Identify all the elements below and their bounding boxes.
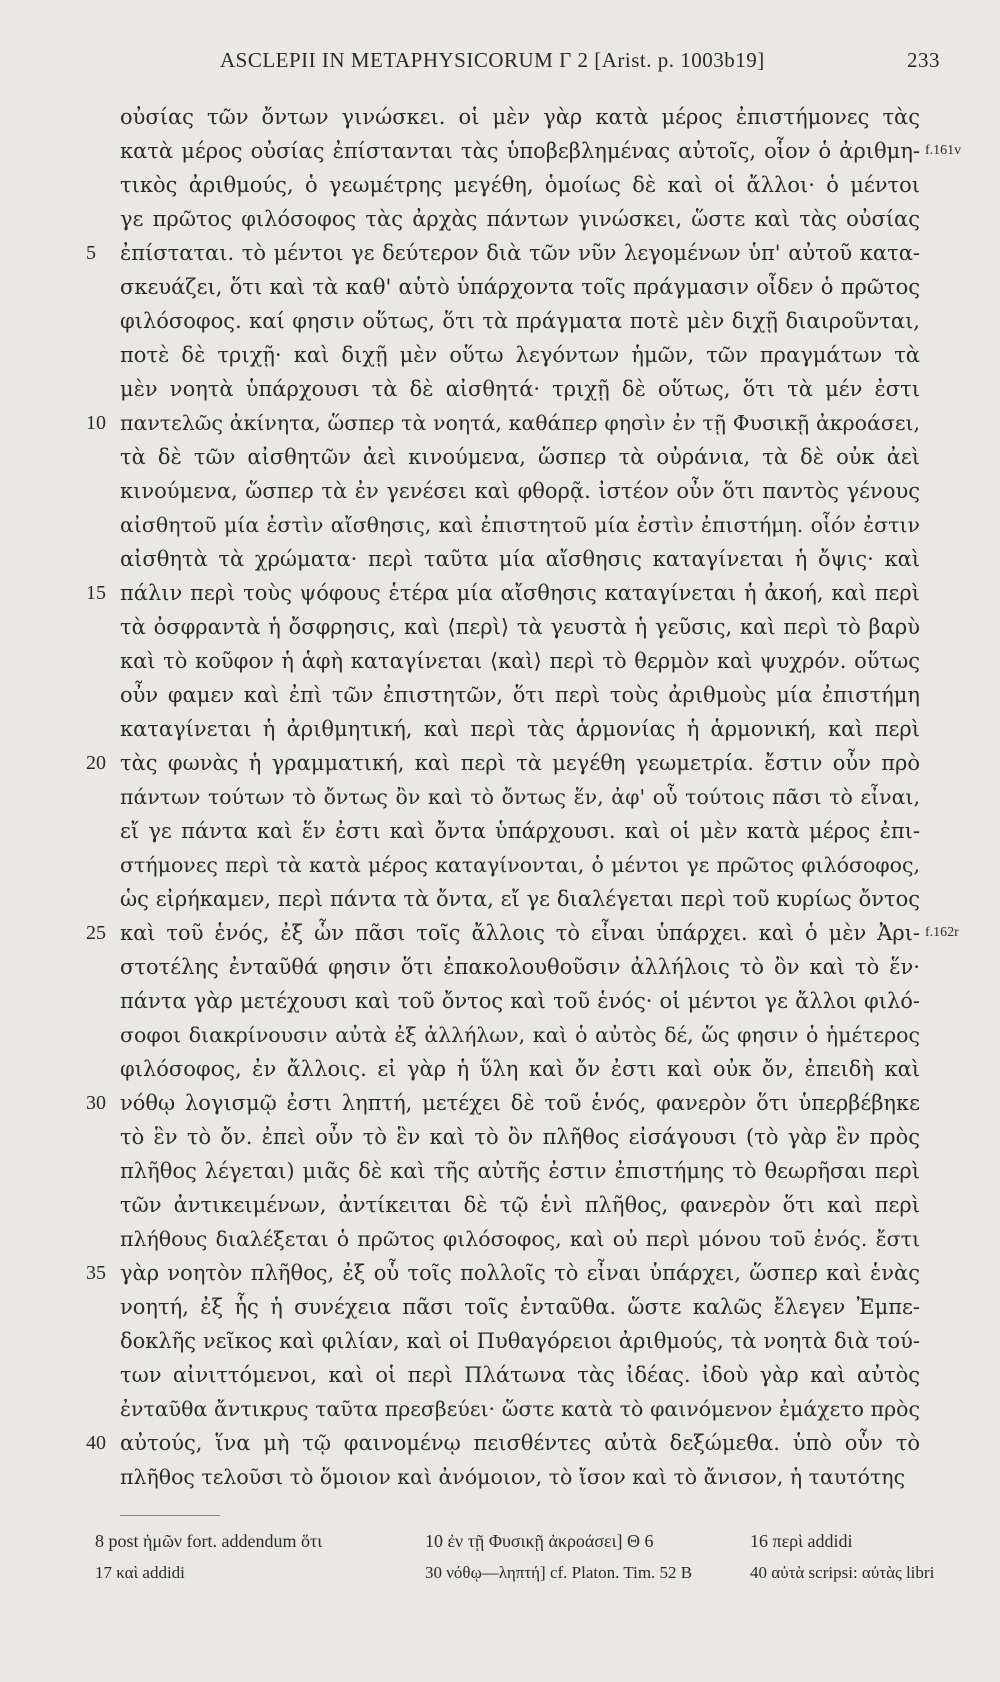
page-number: 233	[907, 48, 940, 72]
text-line: στοτέλης ἐνταῦθά φησιν ὅτι ἐπακολουθοῦσιν ἀλλήλοις τὸ ὂν καὶ τὸ ἕν·	[120, 955, 920, 979]
text-line: πλῆθος λέγεται) μιᾶς δὲ καὶ τῆς αὐτῆς ἐστιν ἐπιστήμης τὸ θεωρῆσαι περὶ	[120, 1159, 920, 1183]
footnote-rule	[120, 1515, 220, 1516]
text-line: σκευάζει, ὅτι καὶ τὰ καθ' αὑτὸ ὑπάρχοντα τοῖς πράγμασιν οἶδεν ὁ πρῶτος	[120, 275, 920, 299]
text-line: αἰσθητὰ τὰ χρώματα· περὶ ταῦτα μία αἴσθησις καταγίνεται ἡ ὄψις· καὶ	[120, 547, 920, 571]
text-line: καὶ τὸ κοῦφον ἡ ἁφὴ καταγίνεται ⟨καὶ⟩ περὶ τὸ θερμὸν καὶ ψυχρόν. οὕτως	[120, 649, 920, 673]
apparatus-entry: 16 περὶ addidi	[750, 1531, 853, 1551]
line-number: 25	[86, 922, 106, 944]
text-line: αὐτούς, ἵνα μὴ τῷ φαινομένῳ πεισθέντες αὐτὰ δεξώμεθα. ὑπὸ οὖν τὸ	[120, 1431, 920, 1455]
text-line: πλῆθος τελοῦσι τὸ ὅμοιον καὶ ἀνόμοιον, τὸ ἴσον καὶ τὸ ἄνισον, ἡ ταυτότης	[120, 1465, 906, 1489]
text-line: μὲν νοητὰ ὑπάρχουσι τὰ δὲ αἰσθητά· τριχῇ δὲ οὕτως, ὅτι τὰ μέν ἐστι	[120, 377, 920, 401]
text-line: τῶν ἀντικειμένων, ἀντίκειται δὲ τῷ ἑνὶ πλῆθος, φανερὸν ὅτι καὶ περὶ	[120, 1193, 920, 1217]
text-line: νοητή, ἐξ ἧς ἡ συνέχεια πᾶσι τοῖς ἐνταῦθα. ὥστε καλῶς ἔλεγεν Ἐμπε-	[120, 1295, 920, 1319]
text-line: πάντα γὰρ μετέχουσι καὶ τοῦ ὄντος καὶ τοῦ ἑνός· οἱ μέντοι γε ἄλλοι φιλό-	[120, 989, 920, 1013]
apparatus-entry: 10 ἐν τῇ Φυσικῇ ἀκροάσει] Θ 6	[425, 1531, 654, 1551]
apparatus-entry: 8 post ἡμῶν fort. addendum ὅτι	[95, 1531, 323, 1551]
text-line: τὰ δὲ τῶν αἰσθητῶν ἀεὶ κινούμενα, ὥσπερ τὰ οὐράνια, τὰ δὲ οὐκ ἀεὶ	[120, 445, 920, 469]
text-line: πλήθους διαλέξεται ὁ πρῶτος φιλόσοφος, καὶ οὐ περὶ μόνου τοῦ ἑνός. ἔστι	[120, 1227, 920, 1251]
text-line: ἐνταῦθα ἄντικρυς ταῦτα πρεσβεύει· ὥστε κατὰ τὸ φαινόμενον ἐμάχετο πρὸς	[120, 1397, 920, 1421]
text-line: παντελῶς ἀκίνητα, ὥσπερ τὰ νοητά, καθάπερ φησὶν ἐν τῇ Φυσικῇ ἀκροάσει,	[120, 411, 920, 435]
text-line: φιλόσοφος. καί φησιν οὕτως, ὅτι τὰ πράγματα ποτὲ μὲν διχῇ διαιροῦνται,	[120, 309, 920, 333]
line-number: 5	[86, 242, 96, 264]
text-line: τὰς φωνὰς ἡ γραμματική, καὶ περὶ τὰ μεγέθη γεωμετρία. ἔστιν οὖν πρὸ	[120, 751, 920, 775]
folio-marker: f.162r	[925, 925, 959, 940]
text-line: νόθῳ λογισμῷ ἐστι ληπτή, μετέχει δὲ τοῦ ἑνός, φανερὸν ὅτι ὑπερβέβηκε	[120, 1091, 920, 1115]
text-line: γὰρ νοητὸν πλῆθος, ἐξ οὗ τοῖς πολλοῖς τὸ εἶναι ὑπάρχει, ὥσπερ καὶ ἑνὰς	[120, 1261, 920, 1285]
text-line: δοκλῆς νεῖκος καὶ φιλίαν, καὶ οἱ Πυθαγόρειοι ἀριθμούς, τὰ νοητὰ διὰ τού-	[120, 1329, 920, 1353]
text-line: τὰ ὀσφραντὰ ἡ ὄσφρησις, καὶ ⟨περὶ⟩ τὰ γευστὰ ἡ γεῦσις, καὶ περὶ τὸ βαρὺ	[120, 615, 920, 639]
text-line: σοφοι διακρίνουσιν αὐτὰ ἐξ ἀλλήλων, καὶ ὁ αὐτὸς δέ, ὥς φησιν ὁ ἡμέτερος	[120, 1023, 920, 1047]
text-line: κατὰ μέρος οὐσίας ἐπίστανται τὰς ὑποβεβλημένας αὐτοῖς, οἷον ὁ ἀριθμη-	[120, 139, 920, 163]
line-number: 10	[86, 412, 106, 434]
line-number: 30	[86, 1092, 106, 1114]
page-header	[220, 48, 940, 82]
text-line: φιλόσοφος, ἐν ἄλλοις. εἰ γὰρ ἡ ὕλη καὶ ὄν ἐστι καὶ οὐκ ὄν, ἐπειδὴ καὶ	[120, 1057, 920, 1081]
text-line: κινούμενα, ὥσπερ τὰ ἐν γενέσει καὶ φθορᾷ. ἰστέον οὖν ὅτι παντὸς γένους	[120, 479, 920, 503]
text-line: καὶ τοῦ ἑνός, ἐξ ὧν πᾶσι τοῖς ἄλλοις τὸ εἶναι ὑπάρχει. καὶ ὁ μὲν Ἀρι-	[120, 921, 920, 945]
text-line: των αἰνιττόμενοι, καὶ οἱ περὶ Πλάτωνα τὰς ἰδέας. ἰδοὺ γὰρ καὶ αὐτὸς	[120, 1363, 920, 1387]
apparatus-entry: 30 νόθῳ—ληπτή] cf. Platon. Tim. 52 B	[425, 1563, 693, 1582]
text-line: γε πρῶτος φιλόσοφος τὰς ἀρχὰς πάντων γινώσκει, ὥστε καὶ τὰς οὐσίας	[120, 207, 920, 231]
line-number: 35	[86, 1262, 106, 1284]
text-line: πάντων τούτων τὸ ὄντως ὂν καὶ τὸ ὄντως ἕν, ἀφ' οὗ τούτοις πᾶσι τὸ εἶναι,	[120, 785, 920, 809]
line-number: 15	[86, 582, 106, 604]
text-line: αἰσθητοῦ μία ἐστὶν αἴσθησις, καὶ ἐπιστητοῦ μία ἐστὶν ἐπιστήμη. οἷόν ἐστιν	[120, 513, 920, 537]
apparatus-entry: 17 καὶ addidi	[95, 1563, 185, 1582]
text-line: οὐσίας τῶν ὄντων γινώσκει. οἱ μὲν γὰρ κατὰ μέρος ἐπιστήμονες τὰς	[120, 105, 920, 129]
text-line: πάλιν περὶ τοὺς ψόφους ἑτέρα μία αἴσθησις καταγίνεται ἡ ἀκοή, καὶ περὶ	[120, 581, 920, 605]
text-line: καταγίνεται ἡ ἀριθμητική, καὶ περὶ τὰς ἁρμονίας ἡ ἁρμονική, καὶ περὶ	[120, 717, 920, 741]
apparatus-line	[95, 1557, 935, 1589]
apparatus-entry: 40 αὐτὰ scripsi: αὐτὰς libri	[750, 1563, 935, 1582]
text-line: οὖν φαμεν καὶ ἐπὶ τῶν ἐπιστητῶν, ὅτι περὶ τοὺς ἀριθμοὺς μία ἐπιστήμη	[120, 683, 920, 707]
line-number: 20	[86, 752, 106, 774]
apparatus-line	[95, 1525, 935, 1557]
line-number: 40	[86, 1432, 106, 1454]
running-title: ASCLEPII IN METAPHYSICORUM Γ 2 [Arist. p. 1003b19]	[220, 48, 765, 72]
text-line: ἐπίσταται. τὸ μέντοι γε δεύτερον διὰ τῶν νῦν λεγομένων ὑπ' αὐτοῦ κατα-	[120, 241, 920, 265]
text-line: εἴ γε πάντα καὶ ἕν ἐστι καὶ ὄντα ὑπάρχουσι. καὶ οἱ μὲν κατὰ μέρος ἐπι-	[120, 819, 920, 843]
folio-marker: f.161v	[925, 143, 962, 158]
text-line: τικὸς ἀριθμούς, ὁ γεωμέτρης μεγέθη, ὁμοίως δὲ καὶ οἱ ἄλλοι· ὁ μέντοι	[120, 173, 920, 197]
text-line: τὸ ἓν τὸ ὄν. ἐπεὶ οὖν τὸ ἓν καὶ τὸ ὂν πλῆθος εἰσάγουσι (τὸ γὰρ ἓν πρὸς	[120, 1125, 920, 1149]
text-line: ποτὲ δὲ τριχῇ· καὶ διχῇ μὲν οὕτω λεγόντων ἡμῶν, τῶν πραγμάτων τὰ	[120, 343, 920, 367]
text-line: στήμονες περὶ τὰ κατὰ μέρος καταγίνονται, ὁ μέντοι γε πρῶτος φιλόσοφος,	[120, 853, 920, 877]
text-line: ὡς εἰρήκαμεν, περὶ πάντα τὰ ὄντα, εἴ γε διαλέγεται περὶ τοῦ κυρίως ὄντος	[120, 887, 920, 911]
